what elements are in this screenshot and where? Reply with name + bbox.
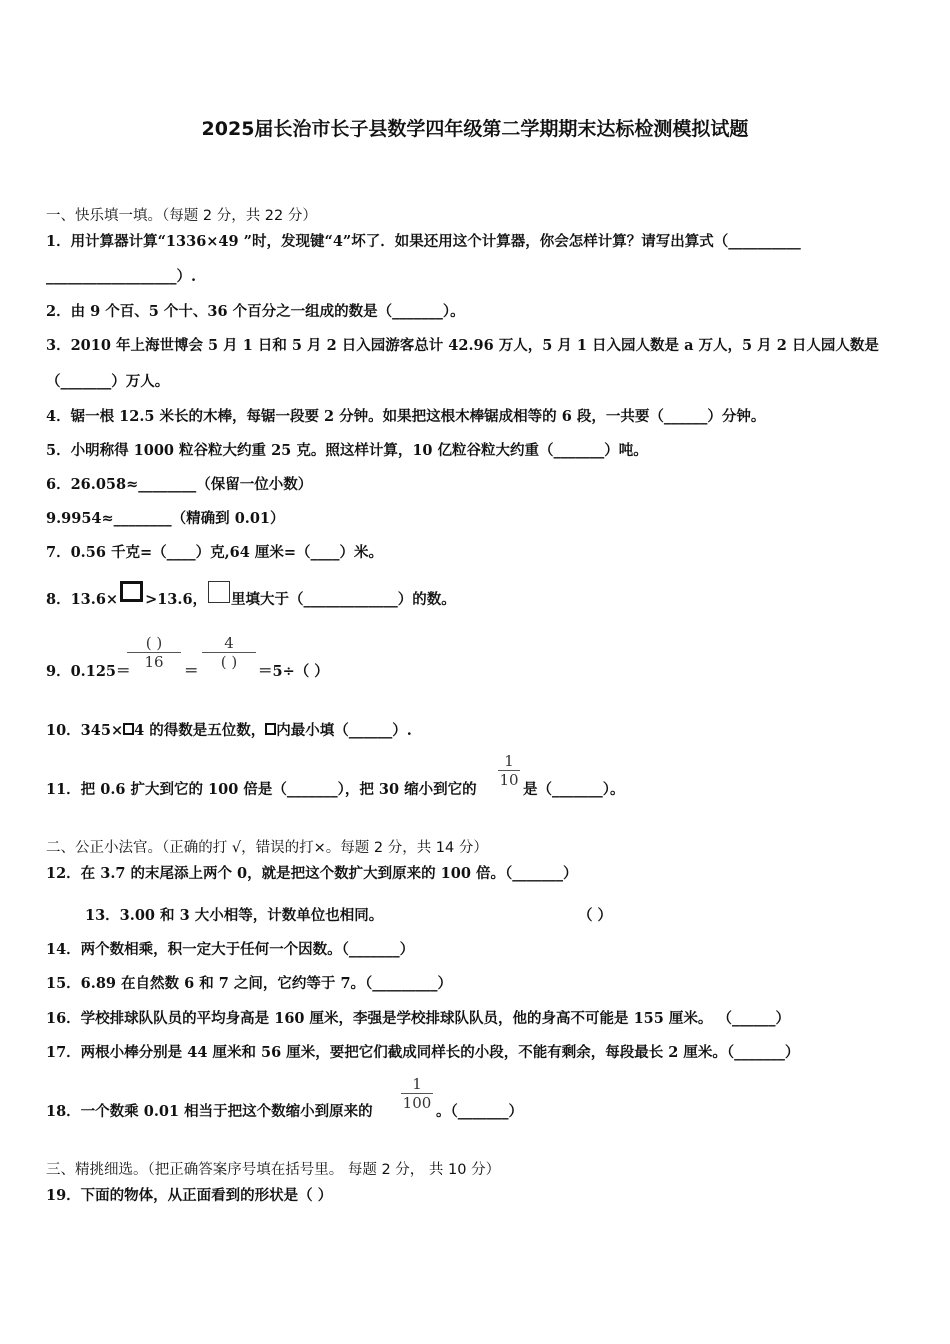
question-14: 14．两个数相乘，积一定大于任何一个因数。（_______） bbox=[46, 941, 415, 958]
fraction-1-numerator: ( ) bbox=[145, 634, 163, 652]
question-15: 15．6.89 在自然数 6 和 7 之间，它约等于 7。（_________） bbox=[46, 975, 453, 992]
question-19: 19．下面的物体，从正面看到的形状是（ ） bbox=[46, 1187, 333, 1204]
section-1-heading: 一、快乐填一填。（每题 2 分，共 22 分） bbox=[46, 208, 317, 224]
question-6a: 6．26.058≈________（保留一位小数） bbox=[46, 476, 313, 493]
question-11-part-2: 是（_______）。 bbox=[523, 781, 625, 798]
question-3-line-2: （_______）万人。 bbox=[46, 373, 170, 390]
question-10-part-2: 4 的得数是五位数， bbox=[134, 722, 266, 739]
section-2-heading: 二、公正小法官。（正确的打 √，错误的打×。每题 2 分，共 14 分） bbox=[46, 840, 488, 856]
question-1-line-2: __________________）. bbox=[46, 268, 197, 285]
fraction-denominator: 10 bbox=[499, 771, 519, 789]
question-3-line-1: 3．2010 年上海世博会 5 月 1 日和 5 月 2 日入园游客总计 42.96 万人，5 月 1 日入园人数是 a 万人，5 月 2 日人园人数是 bbox=[46, 337, 879, 354]
question-12: 12．在 3.7 的末尾添上两个 0，就是把这个数扩大到原来的 100 倍。（_______） bbox=[46, 865, 578, 882]
fraction-denominator: 100 bbox=[402, 1094, 432, 1112]
question-11-part-1: 11．把 0.6 扩大到它的 100 倍是（_______），把 30 缩小到它的 bbox=[46, 781, 477, 798]
question-10 bbox=[46, 719, 412, 740]
fraction-2-denominator: ( ) bbox=[220, 653, 238, 671]
question-6b: 9.9954≈________（精确到 0.01） bbox=[46, 510, 285, 527]
question-18-part-2: 。（_______） bbox=[436, 1103, 523, 1120]
question-10-part-3: 内最小填（______）. bbox=[276, 722, 412, 739]
question-17: 17．两根小棒分别是 44 厘米和 56 厘米，要把它们截成同样长的小段，不能有剩余，每段最长 2 厘米。（_______） bbox=[46, 1044, 800, 1061]
section-3-heading: 三、精挑细选。（把正确答案序号填在括号里。 每题 2 分， 共 10 分） bbox=[46, 1162, 501, 1178]
question-2: 2．由 9 个百、5 个十、36 个百分之一组成的数是（_______）。 bbox=[46, 303, 465, 320]
fraction-1-denominator: 16 bbox=[144, 653, 164, 671]
question-4: 4．锯一根 12.5 米长的木棒，每锯一段要 2 分钟。如果把这根木棒锯成相等的 6 段，一共要（______）分钟。 bbox=[46, 408, 766, 425]
question-1-line-1: 1．用计算器计算“1336×49 ”时，发现键“4”坏了．如果还用这个计算器，你会怎样计算？请写出算式（__________ bbox=[46, 233, 801, 250]
question-9-prefix: 9．0.125＝ bbox=[46, 663, 131, 680]
question-8 bbox=[46, 588, 456, 611]
question-5: 5．小明称得 1000 粒谷粒大约重 25 克。照这样计算，10 亿粒谷粒大约重（_______）吨。 bbox=[46, 442, 648, 459]
fraction-numerator: 1 bbox=[504, 752, 514, 770]
question-9-fraction-1 bbox=[126, 634, 182, 671]
question-8-part-3: 里填大于（_____________）的数。 bbox=[231, 591, 456, 608]
small-square-box-icon-2 bbox=[265, 723, 276, 735]
question-10-part-1: 10．345× bbox=[46, 722, 124, 739]
question-7: 7．0.56 千克=（____）克,64 厘米=（____）米。 bbox=[46, 544, 384, 561]
question-9-suffix: ＝5÷（ ） bbox=[258, 663, 329, 680]
page-title: 2025届长治市长子县数学四年级第二学期期末达标检测模拟试题 bbox=[201, 118, 749, 140]
question-18-part-1: 18．一个数乘 0.01 相当于把这个数缩小到原来的 bbox=[46, 1103, 373, 1120]
fraction-2-numerator: 4 bbox=[224, 634, 234, 652]
question-8-part-1: 8．13.6× bbox=[46, 591, 119, 608]
question-9-fraction-2 bbox=[201, 634, 257, 671]
question-11-fraction bbox=[497, 752, 521, 789]
square-box-icon bbox=[208, 581, 230, 603]
fraction-numerator: 1 bbox=[412, 1075, 422, 1093]
question-8-part-2: >13.6， bbox=[145, 591, 208, 608]
question-13: 13．3.00 和 3 大小相等，计数单位也相同。 bbox=[85, 907, 384, 924]
question-18-fraction bbox=[400, 1075, 434, 1112]
question-16: 16．学校排球队队员的平均身高是 160 厘米，李强是学校排球队队员，他的身高不可能是 155 厘米。 （______） bbox=[46, 1010, 790, 1027]
question-9-equals: ＝ bbox=[184, 663, 199, 680]
question-13-answer-paren: （ ） bbox=[578, 907, 613, 924]
thick-square-box-icon bbox=[120, 581, 143, 602]
small-square-box-icon bbox=[123, 723, 134, 735]
